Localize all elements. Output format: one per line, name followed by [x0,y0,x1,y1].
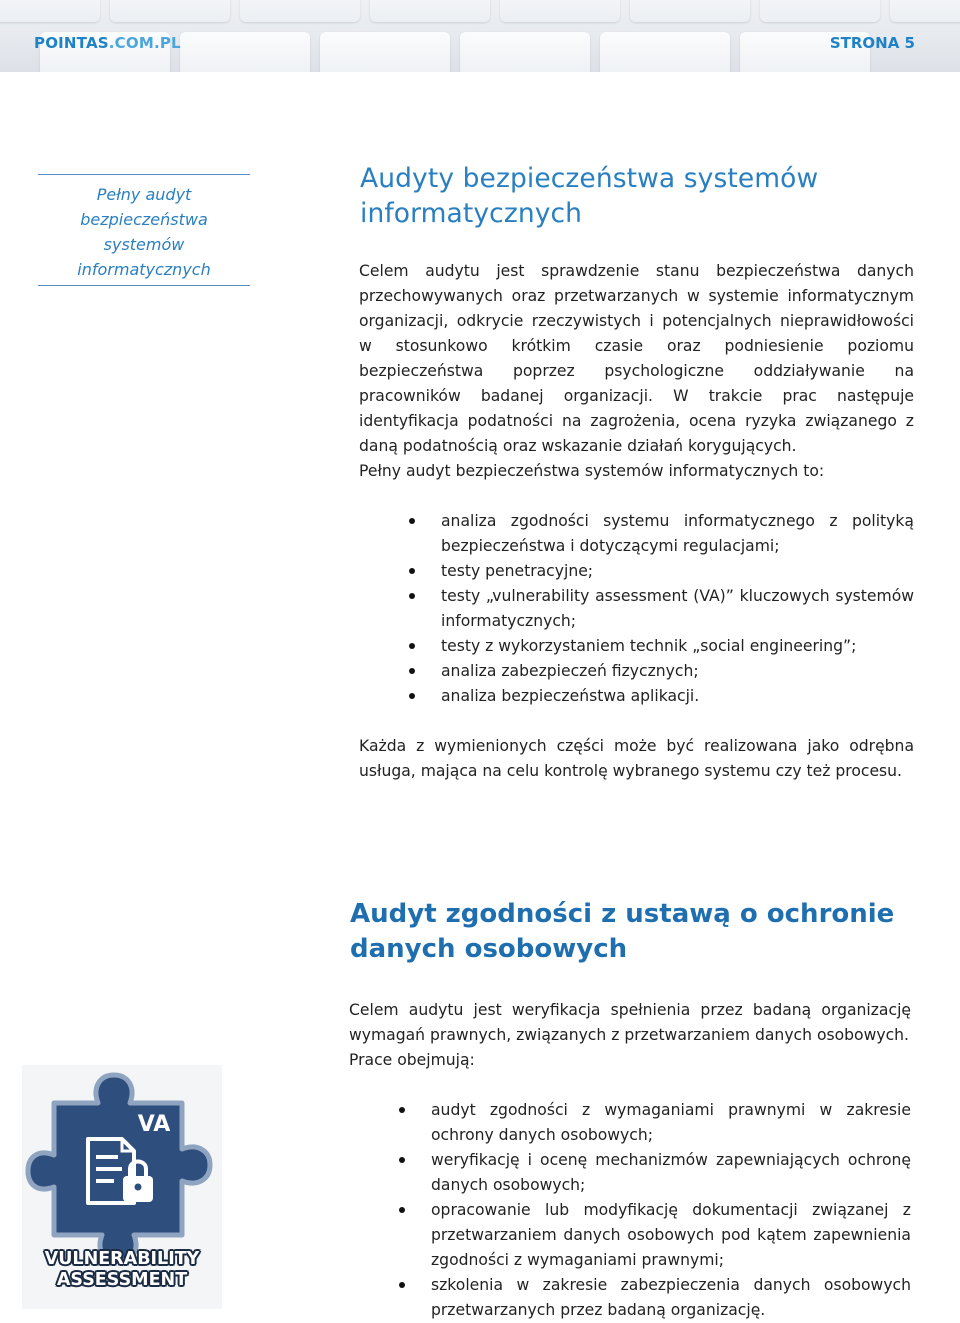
keyboard-key [370,0,490,22]
section2-intro-text: Celem audytu jest weryfikacja spełnienia przez badaną organizację wymagań prawnych, związanych z przetwarzaniem danych osobowych. [349,1001,911,1044]
section2-intro [349,998,911,1073]
section2-list [349,1098,911,1323]
keyboard-key [500,0,620,22]
list-item: testy penetracyjne; [359,559,914,584]
keyboard-key [0,0,100,22]
section1-list-lead: Pełny audyt bezpieczeństwa systemów informatycznych to: [359,462,825,480]
list-item: analiza zabezpieczeń fizycznych; [359,659,914,684]
sidebar-callout-text: Pełny audyt bezpieczeństwa systemów informatycznych [77,185,211,279]
site-brand[interactable] [34,34,181,52]
keyboard-key [600,32,730,72]
list-item: testy „vulnerability assessment (VA)” kluczowych systemów informatycznych; [359,584,914,634]
brand-tail: .COM.PL [108,34,181,52]
page-number: STRONA 5 [829,34,915,52]
keyboard-key [890,0,960,22]
keyboard-key [460,32,590,72]
keyboard-key [760,0,880,22]
list-item: szkolenia w zakresie zabezpieczenia danych osobowych przetwarzanych przez badaną organizację. [349,1273,911,1323]
keyboard-key [320,32,450,72]
va-badge: VA [137,1112,171,1137]
section1-intro-text: Celem audytu jest sprawdzenie stanu bezpieczeństwa danych przechowywanych oraz przetwarzanych w systemie informatycznym organizacji, odkrycie rzeczywistych i potencjalnych nieprawidłowości w stosunkowo krótkim czasie oraz podniesienie poziomu bezpieczeństwa poprzez psychologiczne oddziaływanie na pracowników badanej organizacji. W trakcie prac następuje identyfikacja podatności na zagrożenia, ocena ryzyka związanego z daną podatnością oraz wskazanie działań korygujących. [359,262,914,455]
list-item: analiza zgodności systemu informatycznego z polityką bezpieczeństwa i dotyczącymi regulacjami; [359,509,914,559]
page-header [0,0,960,72]
keyboard-key [630,0,750,22]
section-title-security-audit: Audyty bezpieczeństwa systemów informatycznych [360,163,819,229]
section1-closing: Każda z wymienionych części może być realizowana jako odrębna usługa, mająca na celu kontrolę wybranego systemu czy też procesu. [359,737,914,780]
list-item: opracowanie lub modyfikację dokumentacji związanej z przetwarzaniem danych osobowych pod kątem zapewnienia zgodności z wymaganiami prawnymi; [349,1198,911,1273]
keyboard-key [110,0,230,22]
sidebar-callout [38,174,250,286]
section1-list [359,509,914,709]
keyboard-key [180,32,310,72]
va-caption-line: ASSESSMENT [56,1270,188,1290]
section2-list-lead: Prace obejmują: [349,1051,475,1069]
section1-intro [359,259,914,484]
va-caption-line: VULNERABILITY [44,1249,200,1269]
vulnerability-assessment-image [22,1065,222,1309]
list-item: weryfikację i ocenę mechanizmów zapewniających ochronę danych osobowych; [349,1148,911,1198]
brand-main: POINTAS [34,34,109,52]
va-caption [22,1249,222,1291]
list-item: analiza bezpieczeństwa aplikacji. [359,684,914,709]
list-item: audyt zgodności z wymaganiami prawnymi w zakresie ochrony danych osobowych; [349,1098,911,1148]
section-title-data-protection-audit: Audyt zgodności z ustawą o ochronie danych osobowych [350,899,895,964]
keyboard-key [240,0,360,22]
list-item: testy z wykorzystaniem technik „social engineering”; [359,634,914,659]
